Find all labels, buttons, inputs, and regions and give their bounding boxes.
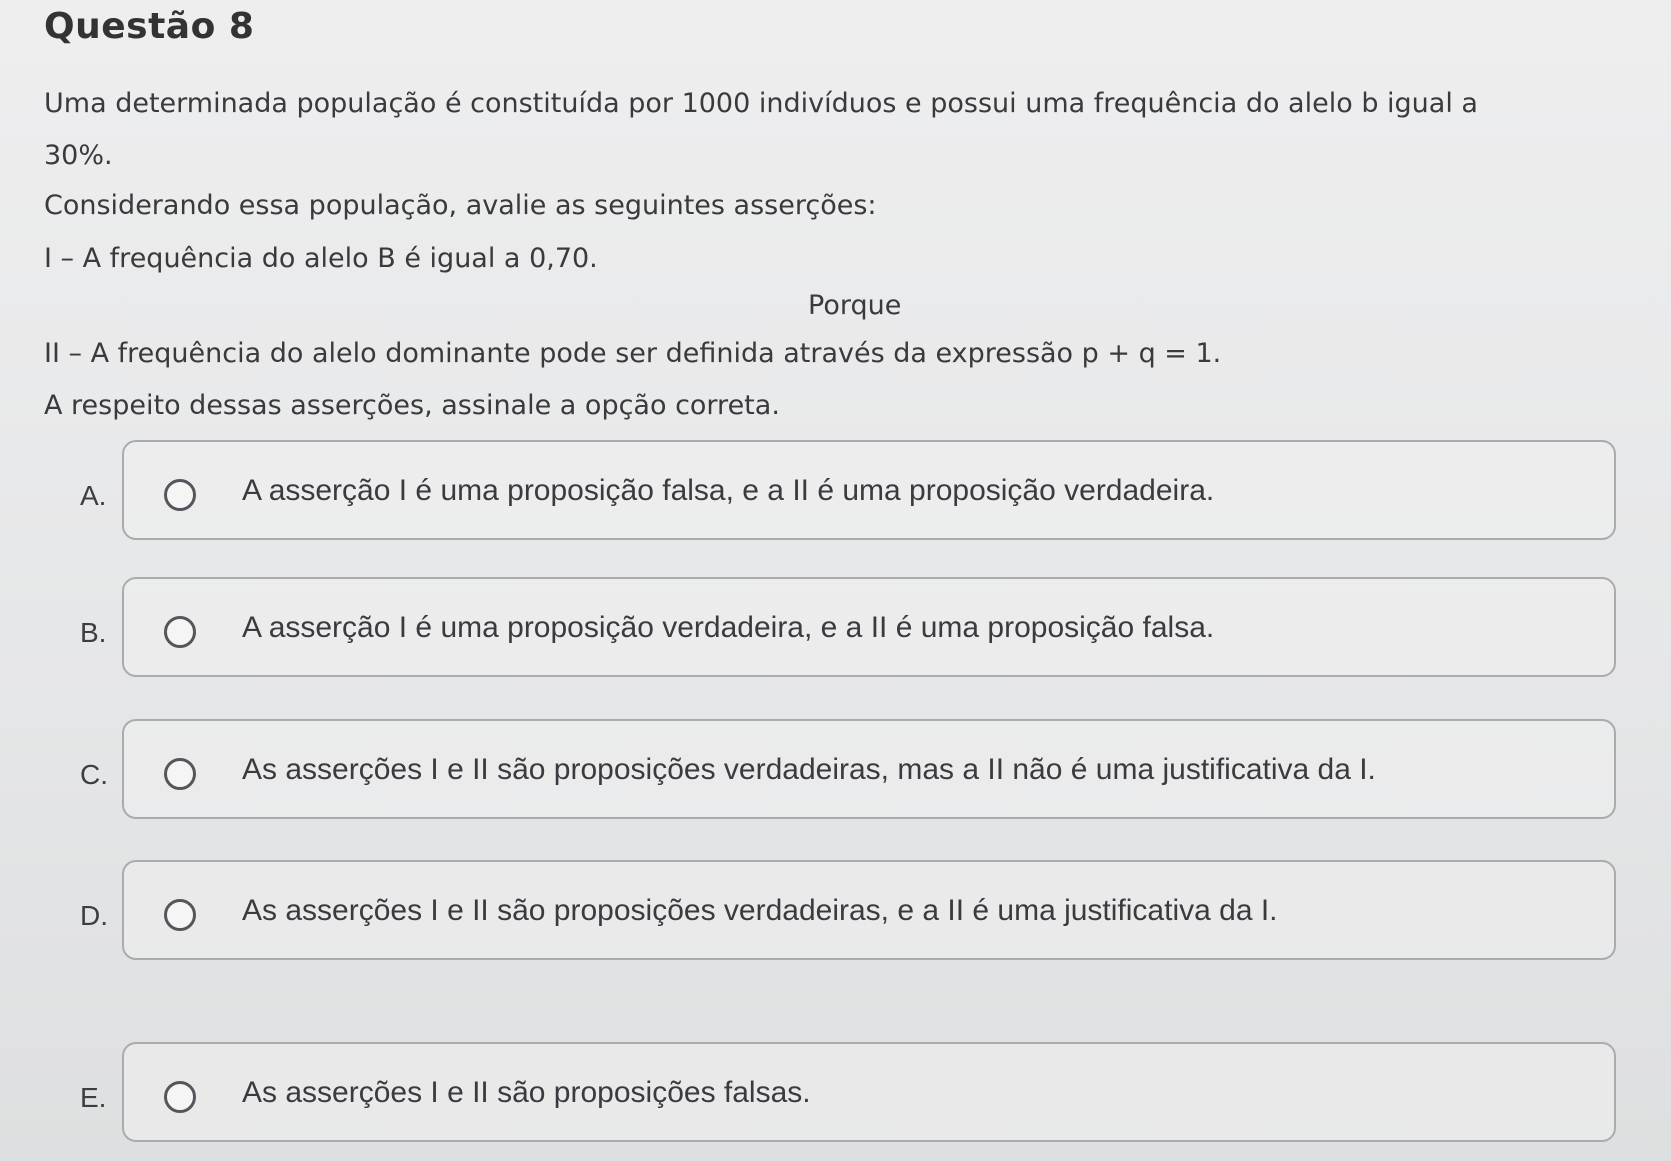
- option-label: A asserção I é uma proposição verdadeira, e a II é uma proposição falsa.: [242, 611, 1215, 644]
- option-label: A asserção I é uma proposição falsa, e a II é uma proposição verdadeira.: [242, 474, 1215, 507]
- option-letter: D.: [80, 900, 108, 931]
- option-label: As asserções I e II são proposições verdadeiras, e a II é uma justificativa da I.: [242, 894, 1278, 927]
- radio-button-icon[interactable]: [164, 616, 196, 648]
- option-c[interactable]: [0, 719, 1671, 829]
- option-box[interactable]: [122, 1042, 1616, 1142]
- option-box[interactable]: [122, 860, 1616, 960]
- radio-button-icon[interactable]: [164, 479, 196, 511]
- radio-button-icon[interactable]: [164, 758, 196, 790]
- instruction-text: Considerando essa população, avalie as seguintes asserções:: [44, 190, 877, 221]
- option-letter: A.: [80, 480, 107, 511]
- option-a[interactable]: [0, 440, 1671, 550]
- option-label: As asserções I e II são proposições falsas.: [242, 1076, 811, 1109]
- option-box[interactable]: [122, 577, 1616, 677]
- assertion-1: I – A frequência do alelo B é igual a 0,70.: [44, 243, 598, 274]
- option-box[interactable]: [122, 719, 1616, 819]
- option-letter: B.: [80, 617, 107, 648]
- option-b[interactable]: [0, 577, 1671, 687]
- radio-button-icon[interactable]: [164, 1081, 196, 1113]
- question-title: Questão 8: [44, 6, 255, 47]
- statement-line-2: 30%.: [44, 140, 113, 171]
- statement-line-1: Uma determinada população é constituída por 1000 indivíduos e possui uma frequência do alelo b igual a: [44, 88, 1478, 119]
- option-letter: E.: [80, 1082, 107, 1113]
- option-box[interactable]: [122, 440, 1616, 540]
- assertion-2: II – A frequência do alelo dominante pode ser definida através da expressão p + q = 1.: [44, 338, 1222, 369]
- option-letter: C.: [80, 759, 108, 790]
- option-d[interactable]: [0, 860, 1671, 970]
- connector-text: Porque: [808, 290, 902, 321]
- option-label: As asserções I e II são proposições verdadeiras, mas a II não é uma justificativa da I.: [242, 753, 1376, 786]
- prompt-text: A respeito dessas asserções, assinale a opção correta.: [44, 390, 780, 421]
- radio-button-icon[interactable]: [164, 899, 196, 931]
- option-e[interactable]: [0, 1042, 1671, 1152]
